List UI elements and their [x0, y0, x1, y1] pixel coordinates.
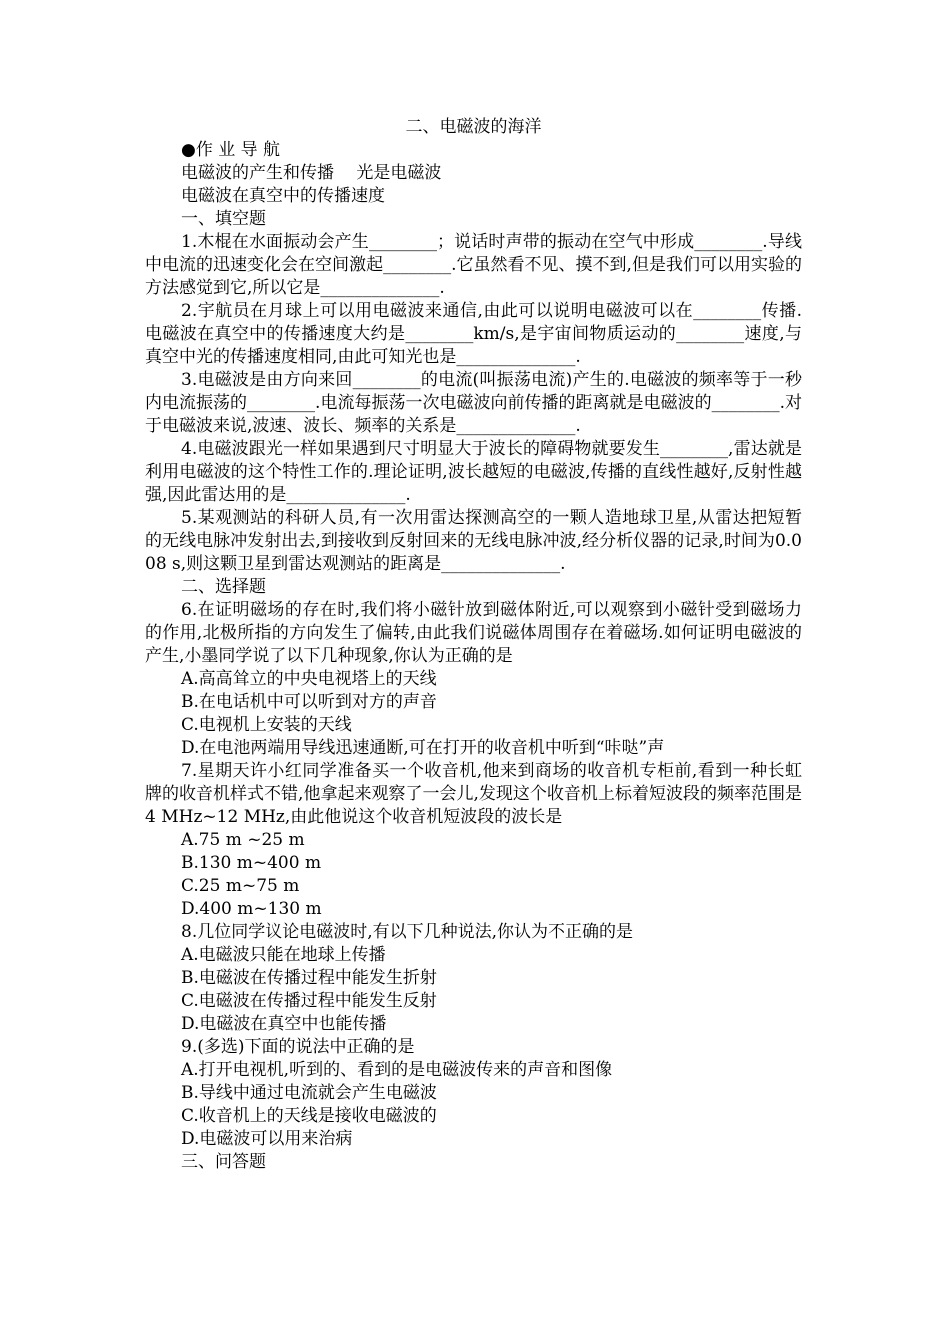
page-title: 二、电磁波的海洋 [405, 117, 542, 137]
q8-option: A.电磁波只能在地球上传播 [181, 945, 386, 965]
question-9: 9.(多选)下面的说法中正确的是 [181, 1037, 415, 1057]
q8-option: D.电磁波在真空中也能传播 [181, 1014, 387, 1034]
q6-option: D.在电池两端用导线迅速通断,可在打开的收音机中听到“咔哒”声 [181, 738, 665, 758]
q7-option: C.25 m~75 m [181, 876, 300, 896]
question-3: 3.电磁波是由方向来回________的电流(叫振荡电流)产生的.电磁波的频率等于一秒内电流振荡的________.电流每振荡一次电磁波向前传播的距离就是电磁波的________.对于电磁波来说,波速、波长、频率的关系是______________. [145, 370, 802, 436]
section-heading-fill-blank: 一、填空题 [181, 209, 266, 229]
question-1: 1.木棍在水面振动会产生________；说话时声带的振动在空气中形成________.导线中电流的迅速变化会在空间激起________.它虽然看不见、摸不到,但是我们可以用实验的方法感觉到它,所以它是______________. [145, 232, 802, 298]
question-2: 2.宇航员在月球上可以用电磁波来通信,由此可以说明电磁波可以在________传播.电磁波在真空中的传播速度大约是________km/s,是宇宙间物质运动的________速度,与真空中光的传播速度相同,由此可知光也是______________. [145, 301, 802, 367]
section-heading-choice: 二、选择题 [181, 577, 266, 597]
question-5: 5.某观测站的科研人员,有一次用雷达探测高空的一颗人造地球卫星,从雷达把短暂的无线电脉冲发射出去,到接收到反射回来的无线电脉冲波,经分析仪器的记录,时间为0.008 s,则这颗卫星到雷达观测站的距离是______________. [145, 508, 802, 574]
q7-option: D.400 m~130 m [181, 899, 322, 919]
q9-option: A.打开电视机,听到的、看到的是电磁波传来的声音和图像 [181, 1060, 613, 1080]
question-4: 4.电磁波跟光一样如果遇到尺寸明显大于波长的障碍物就要发生________,雷达就是利用电磁波的这个特性工作的.理论证明,波长越短的电磁波,传播的直线性越好,反射性越强,因此雷达用的是______________. [145, 439, 802, 505]
q8-option: B.电磁波在传播过程中能发生折射 [181, 968, 437, 988]
section-heading-qa: 三、问答题 [181, 1152, 266, 1172]
document-content [145, 112, 836, 1174]
q9-option: D.电磁波可以用来治病 [181, 1129, 353, 1149]
question-7: 7.星期天许小红同学准备买一个收音机,他来到商场的收音机专柜前,看到一种长虹牌的收音机样式不错,他拿起来观察了一会儿,发现这个收音机上标着短波段的频率范围是 4 MHz~12 MHz,由此他说这个收音机短波段的波长是 [145, 761, 836, 827]
q6-option: C.电视机上安装的天线 [181, 715, 352, 735]
topic-line: 电磁波在真空中的传播速度 [181, 186, 385, 206]
q7-option: B.130 m~400 m [181, 853, 322, 873]
q7-option: A.75 m ~25 m [181, 830, 305, 850]
question-8: 8.几位同学议论电磁波时,有以下几种说法,你认为不正确的是 [181, 922, 634, 942]
q6-option: A.高高耸立的中央电视塔上的天线 [181, 669, 437, 689]
question-6: 6.在证明磁场的存在时,我们将小磁针放到磁体附近,可以观察到小磁针受到磁场力的作用,北极所指的方向发生了偏转,由此我们说磁体周围存在着磁场.如何证明电磁波的产生,小墨同学说了以下几种现象,你认为正确的是 [145, 600, 802, 666]
homework-nav-heading: ●作 业 导 航 [181, 140, 281, 160]
q8-option: C.电磁波在传播过程中能发生反射 [181, 991, 437, 1011]
topic-line: 电磁波的产生和传播 光是电磁波 [181, 163, 442, 183]
q6-option: B.在电话机中可以听到对方的声音 [181, 692, 437, 712]
q9-option: C.收音机上的天线是接收电磁波的 [181, 1106, 437, 1126]
q9-option: B.导线中通过电流就会产生电磁波 [181, 1083, 437, 1103]
